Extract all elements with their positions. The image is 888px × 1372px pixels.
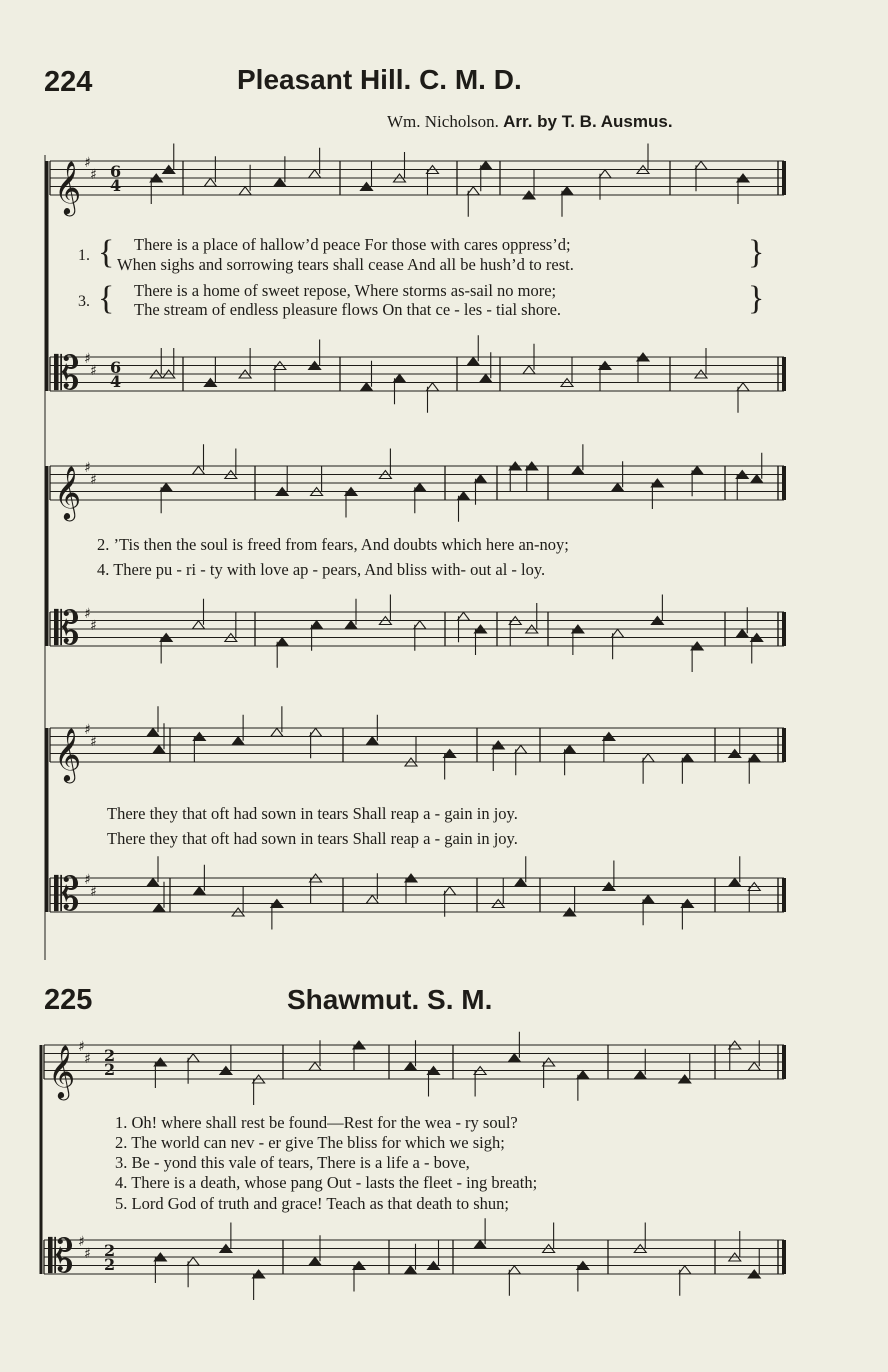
lyric-line: There is a place of hallow’d peace For those with cares oppress’d; bbox=[134, 235, 571, 254]
note-head bbox=[572, 466, 584, 474]
note-head bbox=[311, 621, 323, 629]
brace-right: } bbox=[748, 234, 765, 271]
hymn-title: Pleasant Hill. C. M. D. bbox=[237, 64, 522, 95]
lyric-line: There is a home of sweet repose, Where storms as-sail no more; bbox=[134, 281, 557, 300]
time-signature-bottom: 2 bbox=[104, 1060, 116, 1079]
note-head bbox=[695, 161, 707, 169]
lyric-line: The stream of endless pleasure flows On that ce - les - tial shore. bbox=[134, 300, 562, 319]
hymn-number: 225 bbox=[44, 984, 93, 1016]
note-head bbox=[204, 178, 216, 186]
note-head bbox=[691, 466, 703, 474]
note-head bbox=[310, 728, 322, 736]
note-head bbox=[193, 466, 205, 474]
key-signature-sharp: ♯ bbox=[78, 1234, 85, 1250]
note-head bbox=[309, 1062, 321, 1070]
hymn-number: 224 bbox=[44, 66, 93, 98]
time-signature-top: 2 bbox=[104, 1046, 116, 1065]
key-signature-sharp: ♯ bbox=[78, 1039, 85, 1055]
key-signature-sharp: ♯ bbox=[90, 618, 97, 634]
note-head bbox=[681, 754, 693, 762]
lyric-line: 4. There pu - ri - ty with love ap - pears, And bliss with- out al - loy. bbox=[97, 560, 546, 579]
note-head bbox=[564, 745, 576, 753]
note-head bbox=[276, 638, 288, 646]
lyric-line: There they that oft had sown in tears Shall reap a - gain in joy. bbox=[107, 804, 518, 823]
note-head bbox=[480, 161, 492, 169]
note-head bbox=[748, 1062, 760, 1070]
key-signature-sharp: ♯ bbox=[90, 167, 97, 183]
note-head bbox=[599, 170, 611, 178]
time-signature-top: 6 bbox=[110, 162, 122, 181]
note-head bbox=[508, 1266, 520, 1274]
note-head bbox=[187, 1257, 199, 1265]
note-head bbox=[309, 1257, 321, 1265]
note-head bbox=[642, 895, 654, 903]
key-signature-sharp: ♯ bbox=[84, 722, 91, 738]
brace-left: { bbox=[98, 280, 115, 317]
note-head bbox=[427, 383, 439, 391]
time-signature-top: 2 bbox=[104, 1241, 116, 1260]
lyric-line: When sighs and sorrowing tears shall cease And all be hush’d to rest. bbox=[117, 255, 574, 274]
key-signature-sharp: ♯ bbox=[84, 351, 91, 367]
key-signature-sharp: ♯ bbox=[90, 472, 97, 488]
note-head bbox=[147, 878, 159, 886]
note-head bbox=[515, 878, 527, 886]
note-head bbox=[458, 492, 470, 500]
key-signature-sharp: ♯ bbox=[84, 606, 91, 622]
treble-clef: 𝄞 bbox=[54, 727, 82, 781]
time-signature-bottom: 4 bbox=[110, 372, 122, 391]
note-head bbox=[160, 483, 172, 491]
key-signature-sharp: ♯ bbox=[84, 1051, 91, 1067]
note-head bbox=[737, 383, 749, 391]
brace-right: } bbox=[748, 280, 765, 317]
note-head bbox=[153, 745, 165, 753]
note-head bbox=[187, 1054, 199, 1062]
c-clef: 𝄡 bbox=[54, 346, 80, 400]
note-head bbox=[366, 895, 378, 903]
verse-line: 3. Be - yond this vale of tears, There is a life a - bove, bbox=[115, 1153, 470, 1172]
note-head bbox=[271, 728, 283, 736]
note-head bbox=[467, 187, 479, 195]
lyric-line: 2. ’Tis then the soul is freed from fears, And doubts which here an-noy; bbox=[97, 535, 569, 554]
note-head bbox=[394, 374, 406, 382]
verse-line: 2. The world can nev - er give The bliss for which we sigh; bbox=[115, 1133, 505, 1152]
note-head bbox=[405, 1266, 417, 1274]
note-head bbox=[147, 728, 159, 736]
note-head bbox=[475, 475, 487, 483]
note-head bbox=[366, 737, 378, 745]
note-head bbox=[467, 357, 479, 365]
note-head bbox=[405, 1062, 417, 1070]
note-head bbox=[414, 483, 426, 491]
key-signature-sharp: ♯ bbox=[90, 884, 97, 900]
lyric-line: There they that oft had sown in tears Shall reap a - gain in joy. bbox=[107, 829, 518, 848]
key-signature-sharp: ♯ bbox=[90, 734, 97, 750]
time-signature-bottom: 4 bbox=[110, 176, 122, 195]
note-head bbox=[508, 1054, 520, 1062]
note-head bbox=[634, 1071, 646, 1079]
key-signature-sharp: ♯ bbox=[84, 460, 91, 476]
note-head bbox=[679, 1266, 691, 1274]
note-head bbox=[561, 187, 573, 195]
note-head bbox=[612, 483, 624, 491]
verse-number: 3. bbox=[78, 293, 90, 310]
brace-left: { bbox=[98, 234, 115, 271]
note-head bbox=[729, 878, 741, 886]
c-clef: 𝄡 bbox=[54, 867, 80, 921]
note-head bbox=[444, 887, 456, 895]
note-head bbox=[458, 612, 470, 620]
note-head bbox=[232, 737, 244, 745]
note-head bbox=[748, 754, 760, 762]
note-head bbox=[309, 170, 321, 178]
time-signature-top: 6 bbox=[110, 358, 122, 377]
verse-line: 4. There is a death, whose pang Out - lasts the fleet - ing breath; bbox=[115, 1173, 538, 1192]
note-head bbox=[480, 374, 492, 382]
note-head bbox=[193, 621, 205, 629]
key-signature-sharp: ♯ bbox=[90, 363, 97, 379]
note-head bbox=[642, 754, 654, 762]
note-head bbox=[193, 887, 205, 895]
key-signature-sharp: ♯ bbox=[84, 1246, 91, 1262]
note-head bbox=[274, 178, 286, 186]
verse-number: 1. bbox=[78, 247, 90, 264]
note-head bbox=[474, 1240, 486, 1248]
note-head bbox=[515, 745, 527, 753]
note-head bbox=[414, 621, 426, 629]
note-head bbox=[345, 621, 357, 629]
note-head bbox=[736, 629, 748, 637]
treble-clef: 𝄞 bbox=[48, 1044, 76, 1098]
c-clef: 𝄡 bbox=[48, 1229, 74, 1283]
credit-arranger: Arr. by T. B. Ausmus. bbox=[503, 112, 673, 131]
time-signature-bottom: 2 bbox=[104, 1255, 116, 1274]
verse-line: 5. Lord God of truth and grace! Teach as that death to shun; bbox=[115, 1194, 509, 1213]
note-head bbox=[612, 629, 624, 637]
key-signature-sharp: ♯ bbox=[84, 155, 91, 171]
c-clef: 𝄡 bbox=[54, 601, 80, 655]
note-head bbox=[577, 1071, 589, 1079]
key-signature-sharp: ♯ bbox=[84, 872, 91, 888]
note-head bbox=[239, 187, 251, 195]
hymn-title: Shawmut. S. M. bbox=[287, 984, 493, 1015]
note-head bbox=[751, 475, 763, 483]
treble-clef: 𝄞 bbox=[54, 160, 82, 214]
credit-author: Wm. Nicholson. bbox=[387, 112, 499, 131]
treble-clef: 𝄞 bbox=[54, 465, 82, 519]
note-head bbox=[361, 383, 373, 391]
verse-line: 1. Oh! where shall rest be found—Rest for the wea - ry soul? bbox=[115, 1113, 518, 1132]
note-head bbox=[523, 366, 535, 374]
note-head bbox=[153, 904, 165, 912]
